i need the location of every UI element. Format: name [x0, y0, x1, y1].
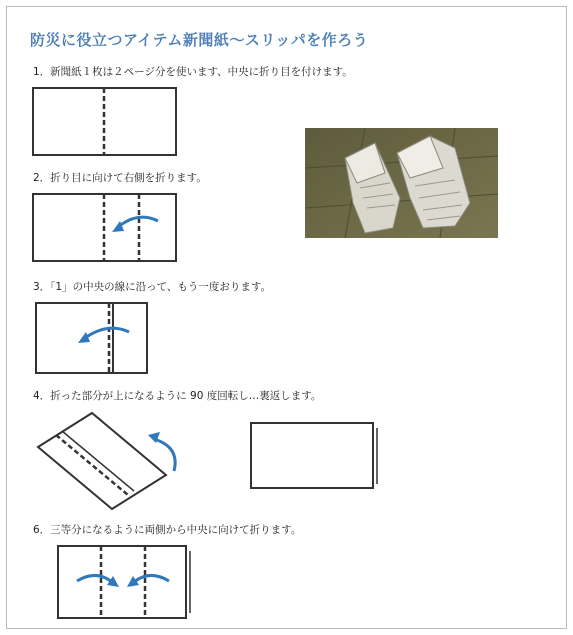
step-3-diagram: [33, 300, 151, 376]
paper-sheet: [58, 546, 186, 618]
step-1-diagram: [30, 85, 180, 157]
step-6-text: 6．三等分になるように両側から中央に向けて折ります。: [33, 524, 302, 536]
newspaper-slipper-photo: [305, 128, 498, 238]
paper-sheet: [251, 423, 373, 488]
step-2-text: 2．折り目に向けて右側を折ります。: [33, 172, 207, 184]
step-3-text: 3．「1」の中央の線に沿って、もう一度おります。: [33, 281, 272, 293]
page-title: 防災に役立つアイテム新聞紙～スリッパを作ろう: [30, 31, 369, 49]
step-4-flipped-diagram: [248, 420, 380, 492]
step-1-text: 1．新聞紙１枚は２ページ分を使います、中央に折り目を付けます。: [33, 66, 353, 78]
rotated-paper: [38, 413, 166, 509]
left-fold-arrow-icon: [77, 575, 113, 583]
fold-arrow-icon: [85, 328, 129, 338]
step-6-diagram: [55, 543, 197, 623]
paper-sheet: [36, 303, 147, 373]
step-2-diagram: [30, 191, 180, 263]
step-4-text: 4．折った部分が上になるように 90 度回転し…裏返します。: [33, 390, 322, 402]
step-4-rotate-diagram: [30, 405, 190, 515]
right-fold-arrow-icon: [133, 575, 169, 583]
rotate-arrow-icon: [154, 439, 175, 471]
fold-line: [56, 435, 128, 495]
